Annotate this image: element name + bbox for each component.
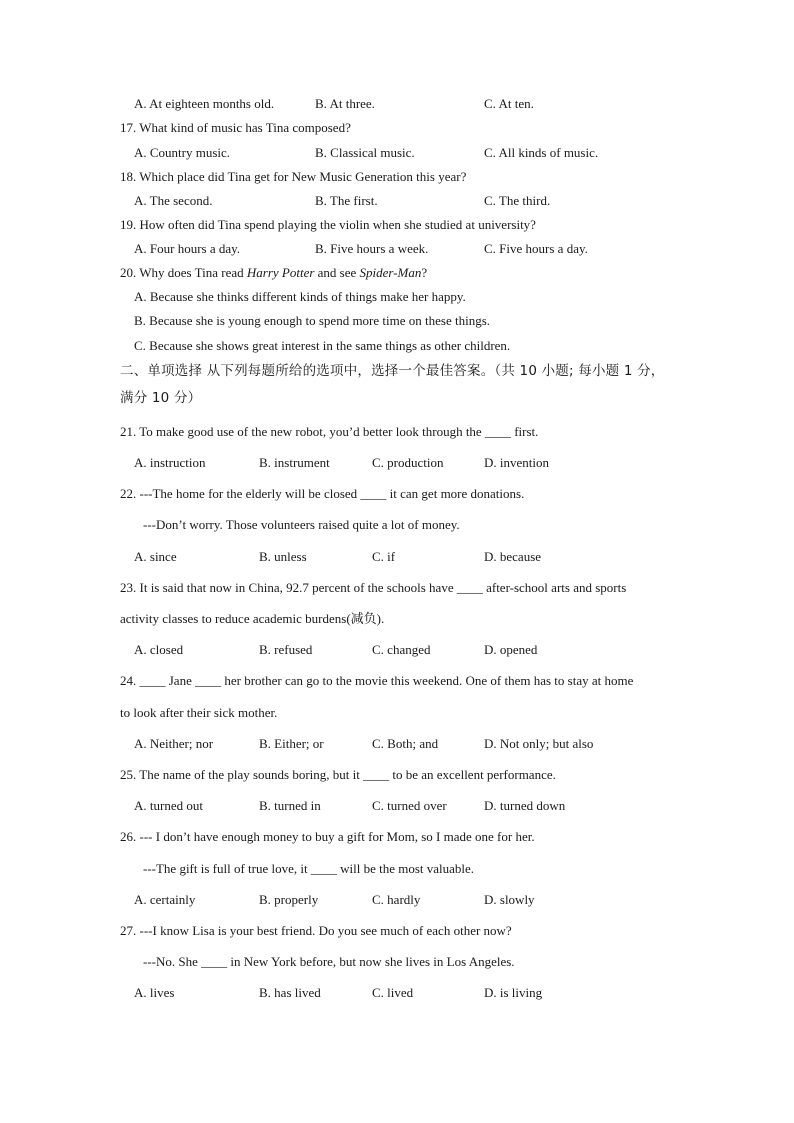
q19-option-b: B. Five hours a week.	[315, 241, 429, 256]
q18-option-b: B. The first.	[315, 193, 378, 208]
q20-book-title: Harry Potter	[246, 265, 315, 280]
q24-stem: 24. ____ Jane ____ her brother can go to the movie this weekend. One of them has to stay at home	[120, 673, 634, 688]
q26-option-b: B. properly	[259, 892, 319, 907]
q27-reply: ---No. She ____ in New York before, but now she lives in Los Angeles.	[143, 954, 515, 969]
q27-option-b: B. has lived	[259, 985, 321, 1000]
q21-stem: 21. To make good use of the new robot, you’d better look through the ____ first.	[120, 424, 539, 439]
q22-option-d: D. because	[484, 549, 542, 564]
q22-option-a: A. since	[134, 549, 177, 564]
q21-option-d: D. invention	[484, 455, 549, 470]
q26-stem: 26. --- I don’t have enough money to buy a gift for Mom, so I made one for her.	[120, 829, 535, 844]
q16-option-a: A. At eighteen months old.	[134, 96, 275, 111]
q27-option-a: A. lives	[134, 985, 175, 1000]
q23-option-a: A. closed	[134, 642, 184, 657]
q19-option-a: A. Four hours a day.	[134, 241, 241, 256]
q23-option-c: C. changed	[372, 642, 431, 657]
q24-stem-continued: to look after their sick mother.	[120, 705, 278, 720]
q21-option-c: C. production	[372, 455, 444, 470]
q26-reply: ---The gift is full of true love, it ____ will be the most valuable.	[143, 861, 475, 876]
q20-stem: 20. Why does Tina read Harry Potter and see Spider-Man?	[120, 265, 428, 280]
q24-option-b: B. Either; or	[259, 736, 324, 751]
q21-option-b: B. instrument	[259, 455, 330, 470]
q23-option-d: D. opened	[484, 642, 538, 657]
q26-option-a: A. certainly	[134, 892, 196, 907]
q24-option-c: C. Both; and	[372, 736, 439, 751]
q17-option-b: B. Classical music.	[315, 145, 415, 160]
q20-option-b: B. Because she is young enough to spend more time on these things.	[134, 313, 491, 328]
q18-option-c: C. The third.	[484, 193, 551, 208]
q27-option-d: D. is living	[484, 985, 543, 1000]
q16-option-c: C. At ten.	[484, 96, 534, 111]
q23-stem-continued: activity classes to reduce academic burdens(减负).	[120, 611, 385, 626]
q25-stem: 25. The name of the play sounds boring, but it ____ to be an excellent performance.	[120, 767, 556, 782]
q23-stem: 23. It is said that now in China, 92.7 percent of the schools have ____ after-school arts and sports	[120, 580, 627, 595]
section-2-line-1: 二、单项选择 从下列每题所给的选项中，选择一个最佳答案。（共 10 小题; 每小题 1 分，	[120, 363, 665, 379]
q21-option-a: A. instruction	[134, 455, 206, 470]
section-2-line-2: 满分 10 分）	[120, 390, 202, 406]
q26-option-c: C. hardly	[372, 892, 421, 907]
q25-option-a: A. turned out	[134, 798, 203, 813]
q17-stem: 17. What kind of music has Tina composed?	[120, 120, 351, 135]
q19-stem: 19. How often did Tina spend playing the violin when she studied at university?	[120, 217, 536, 232]
q16-option-b: B. At three.	[315, 96, 375, 111]
q22-stem: 22. ---The home for the elderly will be closed ____ it can get more donations.	[120, 486, 525, 501]
q17-option-a: A. Country music.	[134, 145, 231, 160]
q20-option-a: A. Because she thinks different kinds of things make her happy.	[134, 289, 466, 304]
q19-option-c: C. Five hours a day.	[484, 241, 588, 256]
q26-option-d: D. slowly	[484, 892, 535, 907]
q17-option-c: C. All kinds of music.	[484, 145, 599, 160]
q22-option-c: C. if	[372, 549, 396, 564]
q18-option-a: A. The second.	[134, 193, 213, 208]
q25-option-c: C. turned over	[372, 798, 447, 813]
q25-option-d: D. turned down	[484, 798, 566, 813]
q24-option-a: A. Neither; nor	[134, 736, 214, 751]
q23-option-b: B. refused	[259, 642, 313, 657]
q27-stem: 27. ---I know Lisa is your best friend. Do you see much of each other now?	[120, 923, 512, 938]
q20-option-c: C. Because she shows great interest in the same things as other children.	[134, 338, 511, 353]
q22-option-b: B. unless	[259, 549, 307, 564]
q20-film-title: Spider-Man	[359, 265, 422, 280]
q25-option-b: B. turned in	[259, 798, 321, 813]
q24-option-d: D. Not only; but also	[484, 736, 594, 751]
q22-reply: ---Don’t worry. Those volunteers raised quite a lot of money.	[143, 517, 460, 532]
q27-option-c: C. lived	[372, 985, 414, 1000]
q18-stem: 18. Which place did Tina get for New Music Generation this year?	[120, 169, 467, 184]
